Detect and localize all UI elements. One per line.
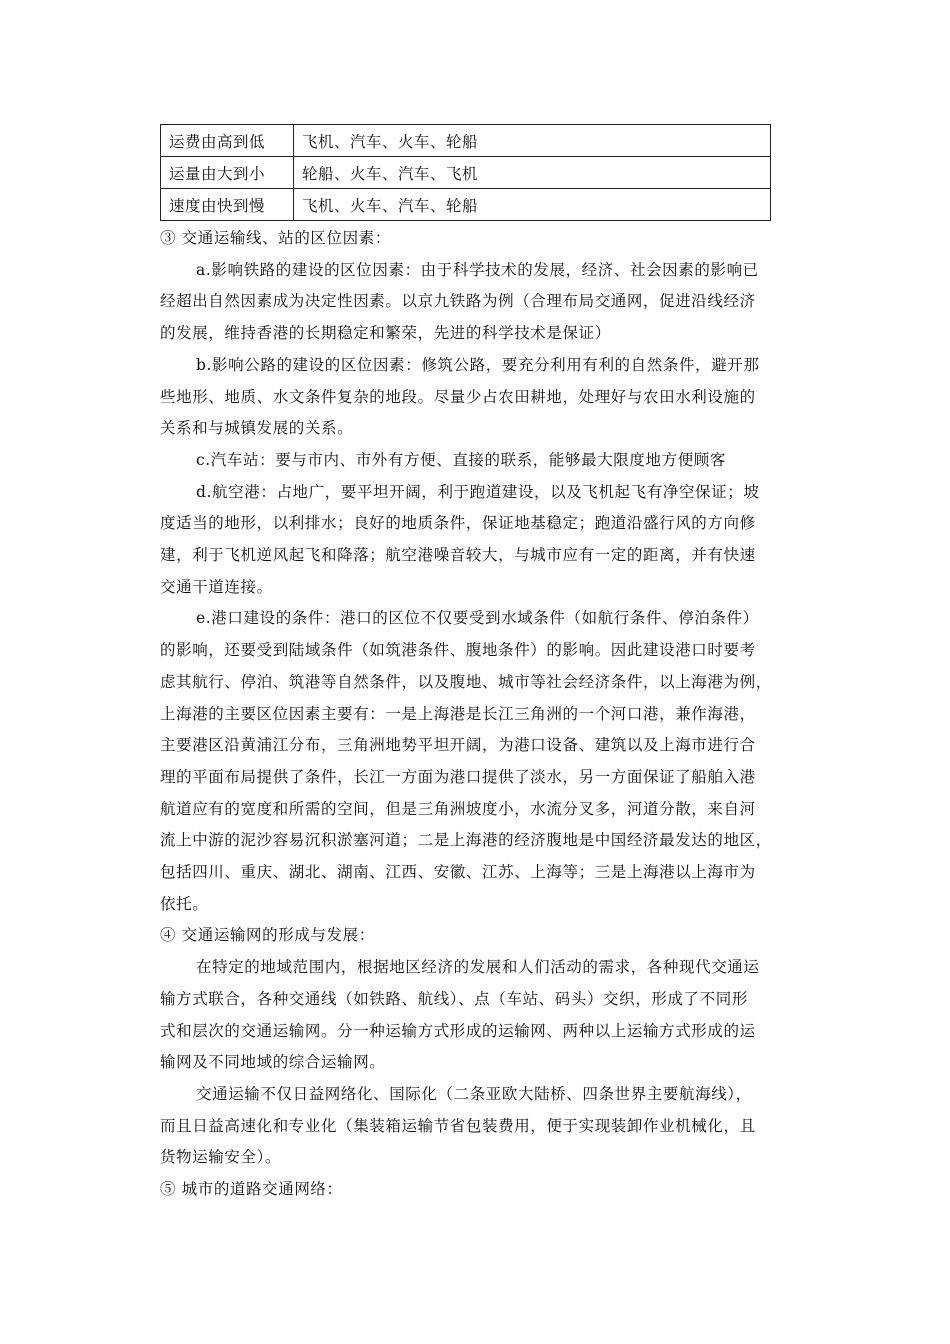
section-heading-5: ⑤ 城市的道路交通网络： <box>160 1180 343 1199</box>
text-line: 交通干道连接。 <box>160 577 273 596</box>
table-cell-value: 飞机、汽车、火车、轮船 <box>294 125 771 157</box>
text-line: a.影响铁路的建设的区位因素：由于科学技术的发展，经济、社会因素的影响已 <box>196 260 759 279</box>
table-cell-value: 轮船、火车、汽车、飞机 <box>294 157 771 189</box>
document-page <box>160 124 810 1206</box>
paragraph-network-1 <box>160 952 810 1079</box>
text-line: 主要港区沿黄浦江分布，三角洲地势平坦开阔，为港口设备、建筑以及上海市进行合 <box>160 736 756 755</box>
table-cell-value: 飞机、火车、汽车、轮船 <box>294 189 771 221</box>
text-line: 上海港的主要区位因素主要有：一是上海港是长江三角洲的一个河口港，兼作海港， <box>160 704 756 723</box>
table-row <box>161 189 771 221</box>
text-line: 输网及不同地域的综合运输网。 <box>160 1053 386 1072</box>
text-line: b.影响公路的建设的区位因素：修筑公路，要充分利用有利的自然条件，避开那 <box>196 355 760 374</box>
paragraph-a <box>160 255 810 350</box>
table-row <box>161 157 771 189</box>
text-line: 依托。 <box>160 894 209 913</box>
transport-comparison-table <box>160 124 771 221</box>
table-cell-label: 运量由大到小 <box>161 157 294 189</box>
paragraph-e <box>160 603 810 920</box>
table-cell-label: 速度由快到慢 <box>161 189 294 221</box>
text-line: c.汽车站：要与市内、市外有方便、直接的联系，能够最大限度地方便顾客 <box>196 450 727 469</box>
text-line: 建，利于飞机逆风起飞和降落；航空港噪音较大，与城市应有一定的距离，并有快速 <box>160 546 756 565</box>
text-line: d.航空港：占地广，要平坦开阔，利于跑道建设，以及飞机起飞有净空保证；坡 <box>196 482 760 501</box>
text-line: 而且日益高速化和专业化（集装箱运输节省包装费用，便于实现装卸作业机械化，且 <box>160 1116 756 1135</box>
paragraph-network-2 <box>160 1079 810 1174</box>
text-line: 包括四川、重庆、湖北、湖南、江西、安徽、江苏、上海等；三是上海港以上海市为 <box>160 863 756 882</box>
text-line: 交通运输不仅日益网络化、国际化（二条亚欧大陆桥、四条世界主要航海线）， <box>196 1084 752 1103</box>
text-line: 虑其航行、停泊、筑港等自然条件，以及腹地、城市等社会经济条件，以上海港为例， <box>160 672 772 691</box>
text-line: 在特定的地域范围内，根据地区经济的发展和人们活动的需求，各种现代交通运 <box>196 958 760 977</box>
text-line: 些地形、地质、水文条件复杂的地段。尽量少占农田耕地，处理好与农田水利设施的 <box>160 387 756 406</box>
text-line: 度适当的地形，以利排水；良好的地质条件，保证地基稳定；跑道沿盛行风的方向修 <box>160 514 756 533</box>
text-line: 货物运输安全）。 <box>160 1148 282 1167</box>
text-line: 式和层次的交通运输网。分一种运输方式形成的运输网、两种以上运输方式形成的运 <box>160 1021 756 1040</box>
text-line: e.港口建设的条件：港口的区位不仅要受到水域条件（如航行条件、停泊条件） <box>196 609 759 628</box>
paragraph-c <box>160 445 810 477</box>
table-cell-label: 运费由高到低 <box>161 125 294 157</box>
text-line: 航道应有的宽度和所需的空间，但是三角洲坡度小，水流分叉多，河道分散，来自河 <box>160 799 756 818</box>
paragraph-b <box>160 350 810 445</box>
paragraph-d <box>160 477 810 604</box>
text-line: 理的平面布局提供了条件，长江一方面为港口提供了淡水，另一方面保证了船舶入港 <box>160 767 756 786</box>
text-line: 输方式联合，各种交通线（如铁路、航线）、点（车站、码头）交织，形成了不同形 <box>160 989 748 1008</box>
table-row <box>161 125 771 157</box>
text-line: 的影响，还要受到陆域条件（如筑港条件、腹地条件）的影响。因此建设港口时要考 <box>160 641 756 660</box>
text-line: 流上中游的泥沙容易沉积淤塞河道；二是上海港的经济腹地是中国经济最发达的地区， <box>160 831 772 850</box>
section-heading-3: ③ 交通运输线、站的区位因素： <box>160 229 391 247</box>
text-line: 关系和与城镇发展的关系。 <box>160 419 354 438</box>
section-heading-4: ④ 交通运输网的形成与发展： <box>160 926 375 945</box>
text-line: 经超出自然因素成为决定性因素。以京九铁路为例（合理布局交通网，促进沿线经济 <box>160 292 756 311</box>
text-line: 的发展，维持香港的长期稳定和繁荣，先进的科学技术是保证） <box>160 324 611 343</box>
